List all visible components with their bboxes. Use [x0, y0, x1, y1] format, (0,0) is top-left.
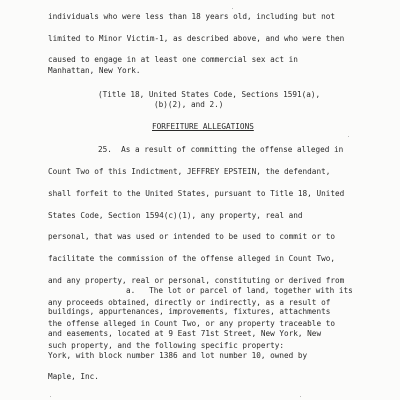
intro-line: caused to engage in at least one commercial sex act in [48, 55, 298, 64]
paragraph-25-line: facilitate the commission of the offense alleged in Count Two, [48, 254, 335, 263]
item-a-line: a. The lot or parcel of land, together with its [126, 286, 353, 295]
item-a-line: York, with block number 1386 and lot number 10, owned by [48, 351, 308, 360]
statute-citation-line: (Title 18, United States Code, Sections 1591(a), [98, 90, 321, 99]
intro-line: individuals who were less than 18 years old, including but not [48, 12, 335, 21]
paragraph-25-line: such property, and the following specific property: [48, 341, 285, 350]
scan-speck [50, 396, 51, 397]
scan-speck [232, 8, 233, 9]
item-a-line: and easements, located at 9 East 71st Street, New York, New [48, 329, 322, 338]
paragraph-25-line: the offense alleged in Count Two, or any property traceable to [48, 319, 335, 328]
intro-line: Manhattan, New York. [48, 66, 141, 75]
statute-citation-line: (b)(2), and 2.) [154, 100, 224, 109]
paragraph-25-line: shall forfeit to the United States, pursuant to Title 18, United [48, 189, 345, 198]
scan-speck [300, 396, 301, 397]
item-a-line: Maple, Inc. [48, 372, 99, 381]
item-a-line: buildings, appurtenances, improvements, fixtures, attachments [48, 307, 331, 316]
paragraph-25-line: Count Two of this Indictment, JEFFREY EPSTEIN, the defendant, [48, 167, 331, 176]
scan-speck [348, 136, 349, 137]
paragraph-25-line: 25. As a result of committing the offense alleged in [98, 145, 344, 154]
section-heading: FORFEITURE ALLEGATIONS [152, 122, 254, 131]
paragraph-25-line: States Code, Section 1594(c)(1), any property, real and [48, 211, 303, 220]
paragraph-25-line: personal, that was used or intended to be used to commit or to [48, 232, 335, 241]
paragraph-25-line: any proceeds obtained, directly or indirectly, as a result of [48, 298, 331, 307]
paragraph-25-line: and any property, real or personal, constituting or derived from [48, 276, 345, 285]
intro-line: limited to Minor Victim-1, as described above, and who were then [48, 34, 345, 43]
